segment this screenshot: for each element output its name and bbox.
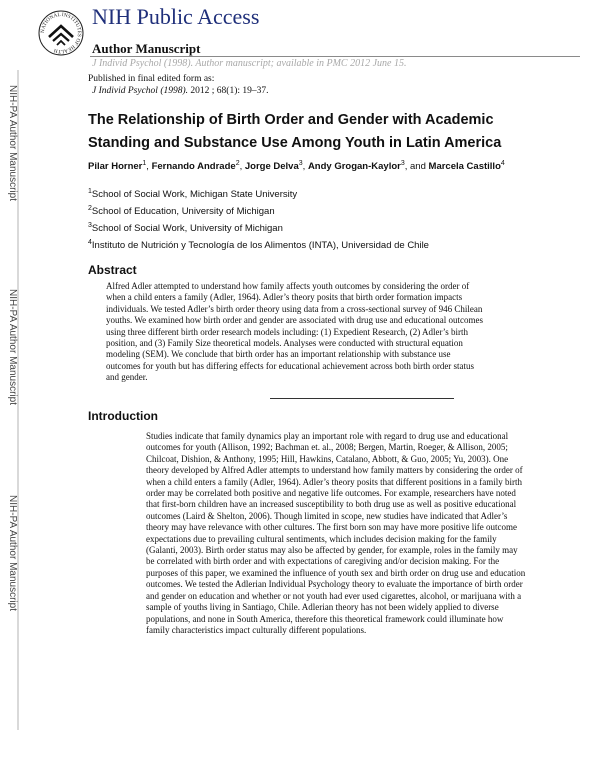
author-name: Marcela Castillo: [428, 161, 501, 172]
manuscript-availability-note: J Individ Psychol (1998). Author manuscript; available in PMC 2012 June 15.: [92, 58, 407, 69]
author-separator: , and: [404, 161, 429, 172]
affiliation-mark: 3: [88, 221, 92, 229]
author-affiliation-mark: 4: [500, 159, 505, 167]
affiliation-text: Instituto de Nutrición y Tecnología de los Alimentos (INTA), Universidad de Chile: [91, 240, 429, 251]
author-name: Pilar Horner: [88, 161, 143, 172]
section-divider: [270, 398, 454, 399]
author-separator: ,: [302, 161, 308, 172]
sidebar-label: NIH-PA Author Manuscript: [7, 85, 18, 201]
citation-details: 2012 ; 68(1): 19–37.: [188, 86, 269, 96]
author-affiliation-mark: 3: [298, 159, 303, 167]
header-divider: [90, 56, 580, 57]
abstract-text: Alfred Adler attempted to understand how family affects youth outcomes by considering the order of when a child enters a family (Adler, 1964). Adler’s theory posits that birth order formation impacts individuals. We tested Adler’s birth order theory using data from a cross-sectional survey of 946 Chilean youths. We examined how birth order and gender are associated with drug use and educational outcomes using three different birth order research models including: (1) Expedient Research, (2) Adler’s birth position, and (3) Family Size theoretical models. Analyses were conducted with structural equation modeling (SEM). We conclude that birth order has an important relationship with substance use outcomes for youth but has differing effects for educational achievement across both birth order status and gender.: [106, 281, 483, 383]
affiliation-mark: 2: [88, 204, 92, 212]
abstract-heading: Abstract: [88, 263, 137, 277]
paper-title: The Relationship of Birth Order and Gender with Academic Standing and Substance Use Among Youth in Latin America: [88, 112, 502, 151]
introduction-text: Studies indicate that family dynamics play an important role with regard to drug use and educational outcomes for youth (Allison, 1992; Bachman et. al., 2008; Bergen, Martin, Roeger, & Allison, 2005; Chilcoat, Dishion, & Anthony, 1995; Hill, Hawkins, Catalano, Abbott, & Guo, 2005; Yu, 2003). One theory developed by Alfred Adler attempts to understand how family matters by considering the order of when a child enters a family (Adler, 1964). Adler’s theory posits that different positions in a family birth order may be correlated both positive and negative life outcomes. For example, researchers have noted that first-born children have an increased susceptibility to both drug use as well as positive educational outcomes (Laird & Shelton, 2006). Though limited in scope, new studies have indicated that Adler’s theory may have relevance with other cultures. The first born son may have more positive life outcome expectations due to prevailing cultural sentiments, which includes decision making for the family (Galanti, 2003). Birth order status may also be affected by gender, for example, roles in the family may be correlated with birth order and with expectations of caregiving and/or decision making. For the purposes of this paper, we examined the influence of youth sex and birth order on drug use and education outcomes. We tested the Adlerian Individual Psychology theory to evaluate the importance of birth order and gender on education and whether or not youth had ever used cigarettes, alcohol, or marijuana with a sample of youths living in Santiago, Chile. Adlerian theory has not been widely applied to diverse populations, and none in South America, therefore this theoretical framework could illuminate how family characteristics impact culturally different populations.: [146, 431, 526, 635]
author-affiliation-mark: 3: [400, 159, 405, 167]
affiliation: [88, 240, 429, 251]
affiliation-mark: 4: [88, 238, 92, 246]
sidebar-label: NIH-PA Author Manuscript: [7, 495, 18, 611]
journal-citation: [92, 86, 269, 96]
nih-seal-logo: [36, 3, 86, 63]
affiliation-text: School of Social Work, Michigan State University: [91, 189, 298, 200]
affiliation: [88, 206, 275, 217]
published-label: Published in final edited form as:: [88, 74, 215, 84]
affiliation-mark: 1: [88, 187, 92, 195]
author-affiliation-mark: 1: [142, 159, 147, 167]
affiliation-text: School of Social Work, University of Michigan: [91, 223, 283, 234]
author-separator: ,: [239, 161, 245, 172]
author-list: [88, 160, 528, 174]
author-name: Andy Grogan-Kaylor: [307, 161, 401, 172]
affiliation-text: School of Education, University of Michigan: [91, 206, 275, 217]
author-manuscript-label: Author Manuscript: [92, 41, 201, 56]
author-name: Jorge Delva: [244, 161, 299, 172]
introduction-heading: Introduction: [88, 409, 158, 423]
affiliation: [88, 223, 283, 234]
affiliation: [88, 189, 297, 200]
author-name: Fernando Andrade: [151, 161, 236, 172]
author-separator: ,: [146, 161, 152, 172]
journal-name: J Individ Psychol (1998).: [92, 86, 189, 96]
author-affiliation-mark: 2: [235, 159, 240, 167]
svg-text:NATIONAL INSTITUTES OF HEALTH: NATIONAL INSTITUTES OF HEALTH: [39, 11, 83, 55]
sidebar-label: NIH-PA Author Manuscript: [7, 289, 18, 405]
nih-public-access-title: NIH Public Access: [92, 4, 260, 29]
